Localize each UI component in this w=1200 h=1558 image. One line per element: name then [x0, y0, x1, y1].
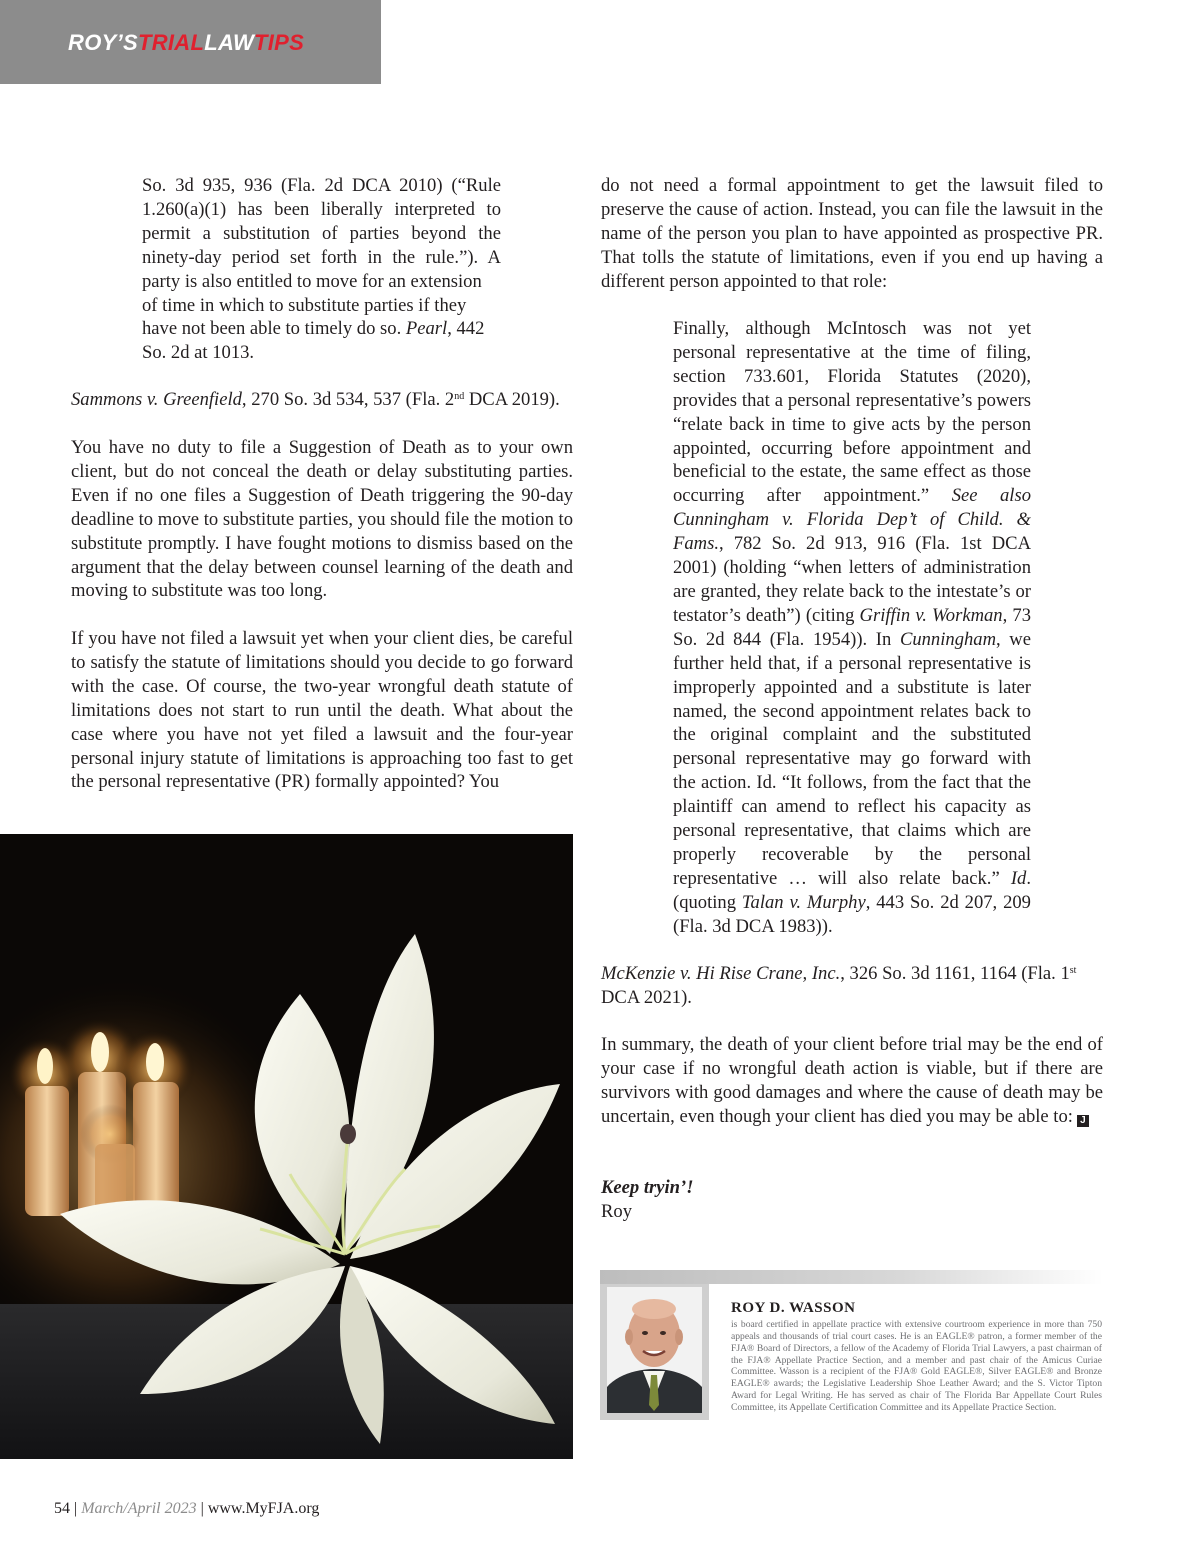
title-part-roys: ROY’S: [68, 30, 138, 55]
case-name-cunningham-short: Cunningham: [899, 628, 997, 650]
signoff: [601, 1176, 1103, 1200]
quote-text: , 782 So. 2d 913, 916 (Fla. 1st DCA 2001) (holding “when letters of administration are granted, they relate back to the intestate’s or testator’s death”) (citing: [673, 533, 1031, 626]
paragraph-prospective-pr: do not need a formal appointment to get the lawsuit filed to preserve the cause of action. Instead, you can file the lawsuit in the name of the person you plan to have appointed as prospective PR. That tolls the statute of limitations, even if you end up having a different person appointed to that role:: [601, 175, 1103, 292]
quote-line: party is also entitled to move for an extension: [142, 270, 482, 292]
citation-mckenzie: [601, 962, 1103, 1010]
case-name-cunningham: See also Cunningham v. Florida Dep’t of Child. & Fams.: [673, 485, 1031, 555]
quote-text: Finally, although McIntosch was not yet personal representative at the time of filing, section 733.601, Florida Statutes (2020), provides that a personal representative’s powers “relate back in time to give acts by the person appointed, occurring before appointment and beneficial to the estate, the same effect as those occurring after appointment.”: [673, 318, 1031, 507]
title-part-law: LAW: [204, 30, 255, 55]
id-citation: Id: [1010, 867, 1027, 889]
page-footer: [54, 1500, 319, 1518]
footer-separator: |: [200, 1500, 204, 1517]
citation-text: DCA 2019).: [464, 389, 560, 410]
case-name: McKenzie v. Hi Rise Crane, Inc.: [601, 963, 841, 984]
paragraph-suggestion-of-death: You have no duty to file a Suggestion of Death as to your own client, but do not conceal the death or delay substituting parties. Even if no one files a Suggestion of Death triggering the 90-day deadline to move to substitute parties, you should file the motion to substitute promptly. I have fought motions to dismiss based on the argument that the delay between counsel learning of the death and moving to substitute was too long.: [71, 437, 573, 602]
quote-line: ninety-day period set forth in the rule.”). A: [142, 246, 501, 268]
lily-candles-photo: [0, 834, 573, 1459]
quote-line: [142, 317, 501, 341]
title-part-tips: TIPS: [254, 30, 305, 55]
quote-text: , we further held that, if a personal representative is improperly appointed and a substitute is later named, the second appointment relates back to the original complaint and the substituted personal representative may go forward with the action. Id. “It follows, from the fact that the plaintiff can amend to reflect his capacity as personal representative, that claims which are properly recoverable by the personal representative … will also relate back.”: [673, 628, 1031, 889]
ordinal-suffix: st: [1069, 965, 1077, 976]
case-name-pearl: Pearl: [405, 318, 448, 340]
quote-line: 1.260(a)(1) has been liberally interpreted to: [142, 198, 501, 220]
left-block-quote: [142, 174, 501, 365]
paragraph-summary: [601, 1033, 1103, 1129]
ordinal-suffix: nd: [454, 391, 465, 402]
bio-header-band: [600, 1270, 1103, 1284]
right-block-quote: [673, 317, 1031, 939]
quote-text: , 443 So. 2d 207, 209 (Fla. 3d DCA 1983)).: [673, 891, 1031, 937]
signature: Roy: [601, 1201, 632, 1222]
quote-line: So. 3d 935, 936 (Fla. 2d DCA 2010) (“Rule: [142, 175, 501, 196]
case-name: Sammons v. Greenfield: [71, 389, 242, 410]
page-number: 54: [54, 1500, 70, 1517]
website-link[interactable]: www.MyFJA.org: [207, 1500, 320, 1517]
case-name-griffin: Griffin v. Workman: [859, 604, 1003, 626]
signoff-text: Keep tryin’!: [601, 1177, 694, 1198]
citation-sammons: [71, 388, 573, 412]
quote-line: of time in which to substitute parties if they: [142, 294, 467, 316]
summary-text: In summary, the death of your client before trial may be the end of your case if no wrongful death action is viable, but if there are survivors with good damages and where the cause of death may be uncertain, even though your client has died you may be able to:: [601, 1034, 1103, 1127]
case-name-talan: Talan v. Murphy: [741, 891, 866, 913]
author-portrait: [607, 1287, 702, 1413]
title-part-trial: TRIAL: [137, 30, 205, 55]
quote-line: So. 2d at 1013.: [142, 342, 255, 364]
quote-text: , 442: [447, 318, 485, 340]
issue-date: March/April 2023: [81, 1500, 197, 1517]
footer-separator: |: [74, 1500, 78, 1517]
quote-line: permit a substitution of parties beyond the: [142, 222, 501, 244]
citation-text: DCA 2021).: [601, 986, 692, 1008]
author-name: ROY D. WASSON: [731, 1300, 856, 1316]
quote-text: , 73 So. 2d 844 (Fla. 1954)). In: [673, 604, 1032, 650]
end-of-article-icon: J: [1077, 1115, 1089, 1127]
paragraph-statute-of-limitations: If you have not filed a lawsuit yet when your client dies, be careful to satisfy the statute of limitations should you decide to go forward with the case. Of course, the two-year wrongful death statute of limitations does not start to run until the death. What about the case where you have not yet filed a lawsuit and the four-year personal injury statute of limitations is approaching too fast to get the personal representative (PR) formally appointed? You: [71, 628, 573, 793]
section-title: [68, 30, 304, 56]
author-bio: is board certified in appellate practice with extensive courtroom experience in more than 750 appeals and thousands of trial court cases. He is an EAGLE® patron, a former member of the FJA® Board of Directors, a fellow of the Academy of Florida Trial Lawyers, a past chairman of the FJA® Appellate Practice Section, and a member and past chair of the Amicus Curiae Committee. Wasson is a recipient of the FJA® Gold EAGLE®, Silver EAGLE® and Bronze EAGLE® awards; the Legislative Leadership Shoe Leather Award; and the S. Victor Tipton Award for Legal Writing. He has served as chair of The Florida Bar Appellate Court Rules Committee, its Appellate Certification Committee and its Appellate Practice Section.: [731, 1319, 1102, 1413]
quote-text: have not been able to timely do so.: [142, 318, 402, 340]
quote-text: . (quoting: [673, 867, 1031, 913]
citation-text: , 270 So. 3d 534, 537 (Fla. 2: [241, 389, 455, 410]
citation-text: , 326 So. 3d 1161, 1164 (Fla. 1: [840, 963, 1070, 984]
